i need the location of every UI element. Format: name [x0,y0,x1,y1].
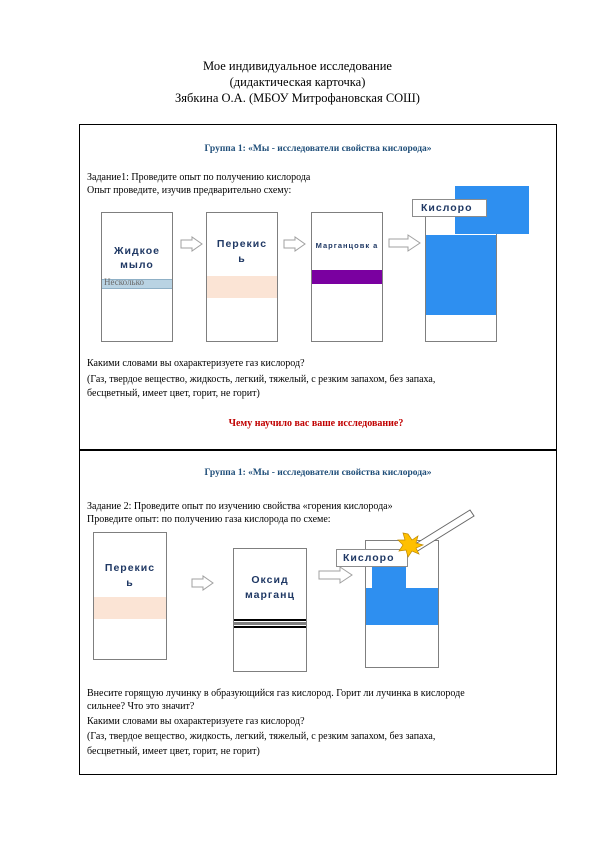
oxygen-fill-2 [366,588,438,625]
peroxide-layer-2 [94,597,166,619]
peroxide-tube [206,212,278,342]
card-1-task: Задание1: Проведите опыт по получению кислорода [87,172,311,183]
oxygen-label-2: Кислоро [336,549,408,567]
manganese-layer-middle [234,622,306,625]
card-1-group-title: Группа 1: «Мы - исследователи свойства кислорода» [204,144,432,154]
header-line-3: Зябкина О.А. (МБОУ Митрофановская СОШ) [175,91,420,105]
peroxide-label-2: Перекис ь [94,557,166,597]
burning-splinter-icon [398,506,478,556]
arrow-right-icon [180,236,204,252]
card-1-instruction: Опыт проведите, изучив предварительно схему: [87,185,292,196]
arrow-right-icon [318,566,354,584]
peroxide-label: Перекис ь [207,233,277,273]
oxygen-fill [426,235,496,315]
manganese-oxide-label: Оксид марганц [236,569,304,605]
header-line-2: (дидактическая карточка) [229,75,366,89]
card-1-options-1: (Газ, твердое вещество, жидкость, легкий, тяжелый, с резким запахом, без запаха, [87,374,436,385]
card-2-task: Задание 2: Проведите опыт по изучению свойства «горения кислорода» [87,501,393,512]
peroxide-layer [207,276,277,298]
oxygen-gas-2 [372,566,406,588]
arrow-right-icon [283,236,307,252]
peroxide-tube-2 [93,532,167,660]
permanganate-layer [312,270,382,284]
card-1-question: Какими словами вы охарактеризуете газ кислород? [87,358,305,369]
card-1-options-2: бесцветный, имеет цвет, горит, не горит) [87,388,260,399]
card-2-options-2: бесцветный, имеет цвет, горит, не горит) [87,746,260,757]
card-1-learned-question: Чему научило вас ваше исследование? [228,418,404,429]
card-2-options-1: (Газ, твердое вещество, жидкость, легкий, тяжелый, с резким запахом, без запаха, [87,731,436,742]
card-2-instruction: Проведите опыт: по получению газа кислорода по схеме: [87,514,331,525]
arrow-right-icon [388,234,422,252]
card-2-question-3: Какими словами вы охарактеризуете газ кислород? [87,716,305,727]
soap-tube [101,212,173,342]
header-line-1: Мое индивидуальное исследование [203,59,392,73]
card-2-group-title: Группа 1: «Мы - исследователи свойства кислорода» [204,468,432,478]
oxygen-label: Кислоро [412,199,487,217]
soap-label: Жидкое мыло [102,241,172,277]
arrow-right-icon [191,575,215,591]
card-2-question-1: Внесите горящую лучинку в образующийся газ кислород. Горит ли лучинка в кислороде [87,688,465,699]
permanganate-tube [311,212,383,342]
manganese-layer-bottom [234,626,306,628]
card-2-question-2: сильнее? Что это значит? [87,701,195,712]
manganese-layer-top [234,619,306,621]
soap-sub-label: Несколько [104,277,145,287]
permanganate-label: Марганцовк а [312,237,382,269]
manganese-oxide-tube [233,548,307,672]
